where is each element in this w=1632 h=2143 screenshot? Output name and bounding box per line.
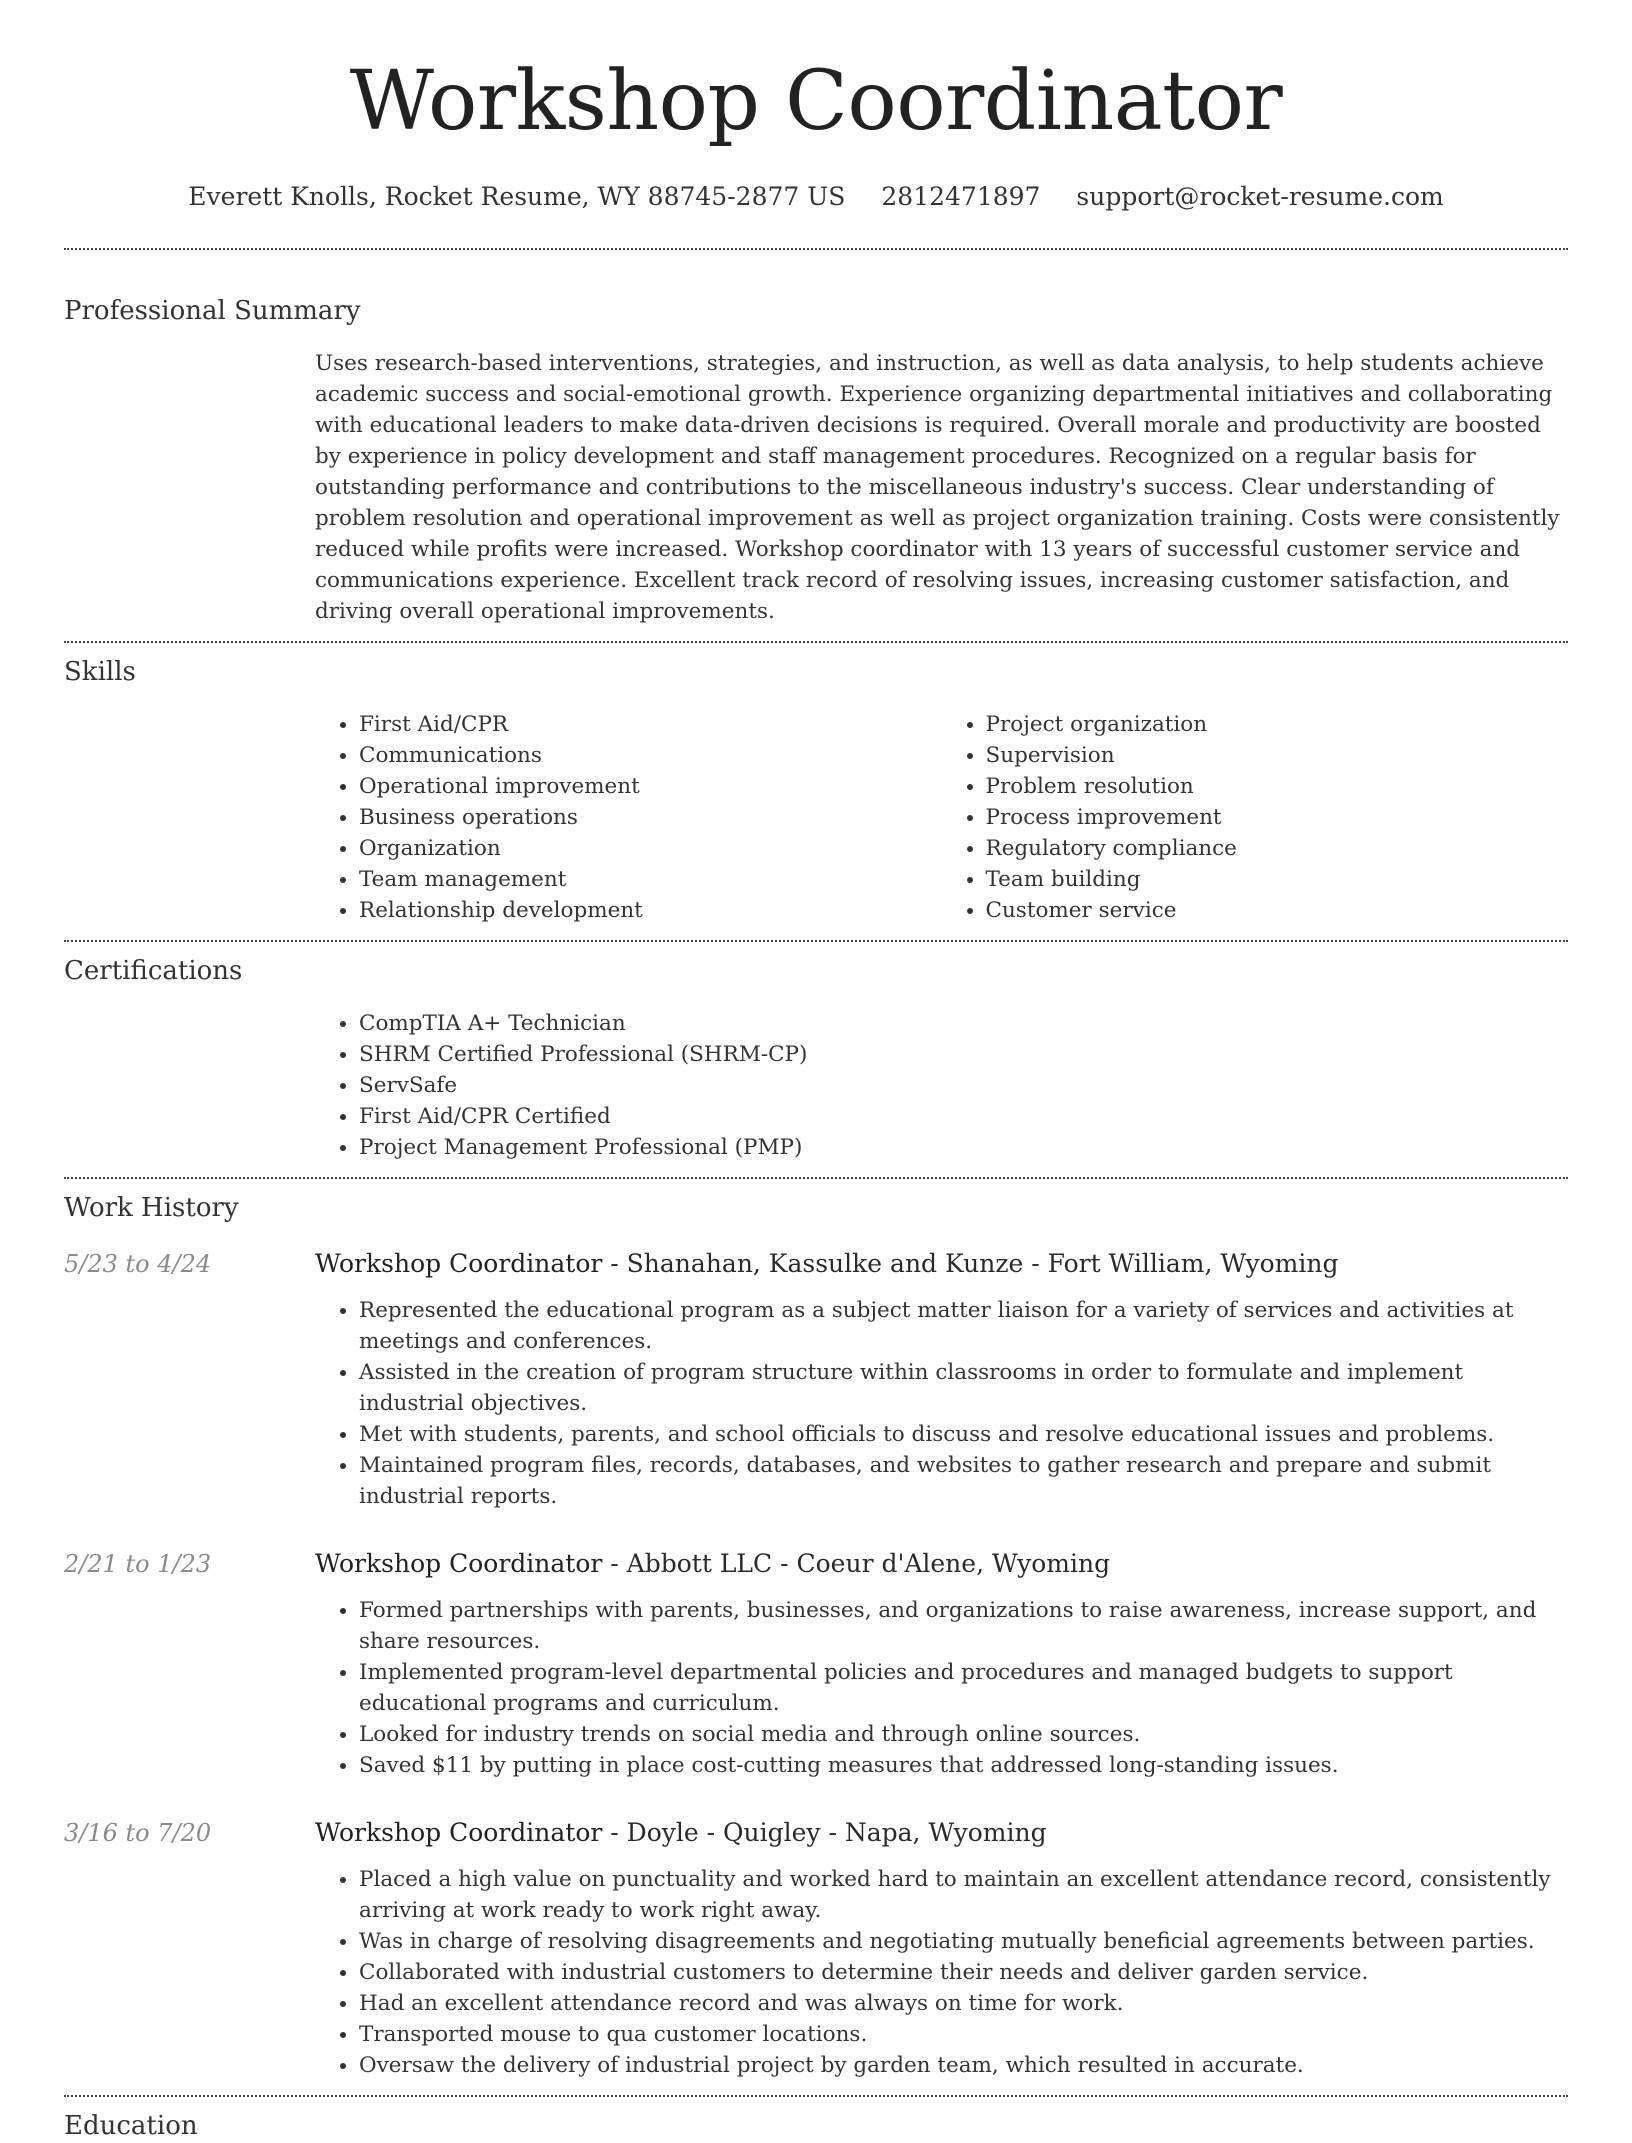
job-bullet: • Transported mouse to qua customer locations. <box>359 2019 1568 2050</box>
job-bullet: • Had an excellent attendance record and was always on time for work. <box>359 1988 1568 2019</box>
section-title: Professional Summary <box>64 296 361 326</box>
contact-line <box>64 180 1568 214</box>
job-entry <box>64 1547 1568 1781</box>
section-title: Work History <box>64 1193 239 1223</box>
work-history-section <box>64 1179 1568 2081</box>
job-position: Workshop Coordinator <box>315 1249 603 1278</box>
summary-section <box>64 250 1568 627</box>
job-position: Workshop Coordinator <box>315 1549 603 1578</box>
skill-item: • Operational improvement <box>359 771 942 802</box>
summary-text: Uses research-based interventions, strategies, and instruction, as well as data analysis, to help students achieve academic success and social-emotional growth. Experience organizing departmental initiatives and collaborating with educational leaders to make data-driven decisions is required. Overall morale and productivity are boosted by experience in policy development and staff management procedures. Recognized on a regular basis for outstanding performance and contributions to the miscellaneous industry's success. Clear understanding of problem resolution and operational improvement as well as project organization training. Costs were consistently reduced while profits were increased. Workshop coordinator with 13 years of successful customer service and communications experience. Excellent track record of resolving issues, increasing customer satisfaction, and driving overall operational improvements. <box>315 351 1560 624</box>
job-details: - Doyle - Quigley - Napa, Wyoming <box>602 1818 1047 1847</box>
job-bullet: • Saved $11 by putting in place cost-cutting measures that addressed long-standing issues. <box>359 1750 1568 1781</box>
job-dates: 3/16 to 7/20 <box>64 1819 212 1847</box>
skill-item: • Relationship development <box>359 895 942 926</box>
contact-phone: 2812471897 <box>881 182 1041 211</box>
resume-name: Workshop Coordinator <box>349 54 1283 149</box>
job-bullet: • Collaborated with industrial customers to determine their needs and deliver garden service. <box>359 1957 1568 1988</box>
job-bullets <box>315 1295 1568 1512</box>
certifications-content <box>315 1008 1568 1163</box>
certification-item: • Project Management Professional (PMP) <box>359 1132 1568 1163</box>
skill-item: • Organization <box>359 833 942 864</box>
job-bullet: • Assisted in the creation of program structure within classrooms in order to formulate and implement industrial objectives. <box>359 1357 1568 1419</box>
job-body <box>315 1547 1568 1781</box>
job-bullet: • Placed a high value on punctuality and worked hard to maintain an excellent attendance record, consistently arriving at work ready to work right away. <box>359 1864 1568 1926</box>
job-bullet: • Looked for industry trends on social media and through online sources. <box>359 1719 1568 1750</box>
skill-item: • Project organization <box>986 709 1569 740</box>
skill-item: • Process improvement <box>986 802 1569 833</box>
skills-section <box>64 643 1568 926</box>
resume-page <box>64 0 1568 2143</box>
job-details: - Abbott LLC - Coeur d'Alene, Wyoming <box>602 1549 1111 1578</box>
job-title <box>315 1816 1568 1850</box>
job-position: Workshop Coordinator <box>315 1818 603 1847</box>
job-bullet: • Oversaw the delivery of industrial project by garden team, which resulted in accurate. <box>359 2050 1568 2081</box>
job-title <box>315 1247 1568 1281</box>
job-dates: 5/23 to 4/24 <box>64 1250 212 1278</box>
job-bullet: • Met with students, parents, and school officials to discuss and resolve educational issues and problems. <box>359 1419 1568 1450</box>
skill-item: • Business operations <box>359 802 942 833</box>
job-entry <box>64 1247 1568 1512</box>
skill-item: • Regulatory compliance <box>986 833 1569 864</box>
certification-item: • CompTIA A+ Technician <box>359 1008 1568 1039</box>
skill-item: • Customer service <box>986 895 1569 926</box>
certifications-list <box>315 1008 1568 1163</box>
skill-item: • Supervision <box>986 740 1569 771</box>
skill-item: • Problem resolution <box>986 771 1569 802</box>
certification-item: • SHRM Certified Professional (SHRM-CP) <box>359 1039 1568 1070</box>
education-section <box>64 2097 1568 2143</box>
job-bullets <box>315 1595 1568 1781</box>
certification-item: • First Aid/CPR Certified <box>359 1101 1568 1132</box>
section-title: Skills <box>64 657 136 687</box>
job-bullet: • Was in charge of resolving disagreements and negotiating mutually beneficial agreements between parties. <box>359 1926 1568 1957</box>
skill-item: • Communications <box>359 740 942 771</box>
job-details: - Shanahan, Kassulke and Kunze - Fort William, Wyoming <box>602 1249 1339 1278</box>
skills-columns <box>315 709 1568 926</box>
job-dates: 2/21 to 1/23 <box>64 1550 212 1578</box>
job-title <box>315 1547 1568 1581</box>
contact-address: Everett Knolls, Rocket Resume, WY 88745-2877 US <box>188 182 846 211</box>
job-bullets <box>315 1864 1568 2081</box>
job-entry <box>64 1816 1568 2081</box>
certifications-section <box>64 942 1568 1163</box>
contact-email: support@rocket-resume.com <box>1076 182 1444 211</box>
skills-list-right <box>942 709 1569 926</box>
job-body <box>315 1816 1568 2081</box>
skill-item: • Team management <box>359 864 942 895</box>
job-bullet: • Represented the educational program as a subject matter liaison for a variety of services and activities at meetings and conferences. <box>359 1295 1568 1357</box>
job-bullet: • Maintained program files, records, databases, and websites to gather research and prepare and submit industrial reports. <box>359 1450 1568 1512</box>
section-title: Education <box>64 2111 198 2141</box>
section-title: Certifications <box>64 956 243 986</box>
certification-item: • ServSafe <box>359 1070 1568 1101</box>
job-bullet: • Implemented program-level departmental policies and procedures and managed budgets to support educational programs and curriculum. <box>359 1657 1568 1719</box>
skills-list-left <box>315 709 942 926</box>
job-body <box>315 1247 1568 1512</box>
job-bullet: • Formed partnerships with parents, businesses, and organizations to raise awareness, increase support, and share resources. <box>359 1595 1568 1657</box>
skill-item: • First Aid/CPR <box>359 709 942 740</box>
skill-item: • Team building <box>986 864 1569 895</box>
